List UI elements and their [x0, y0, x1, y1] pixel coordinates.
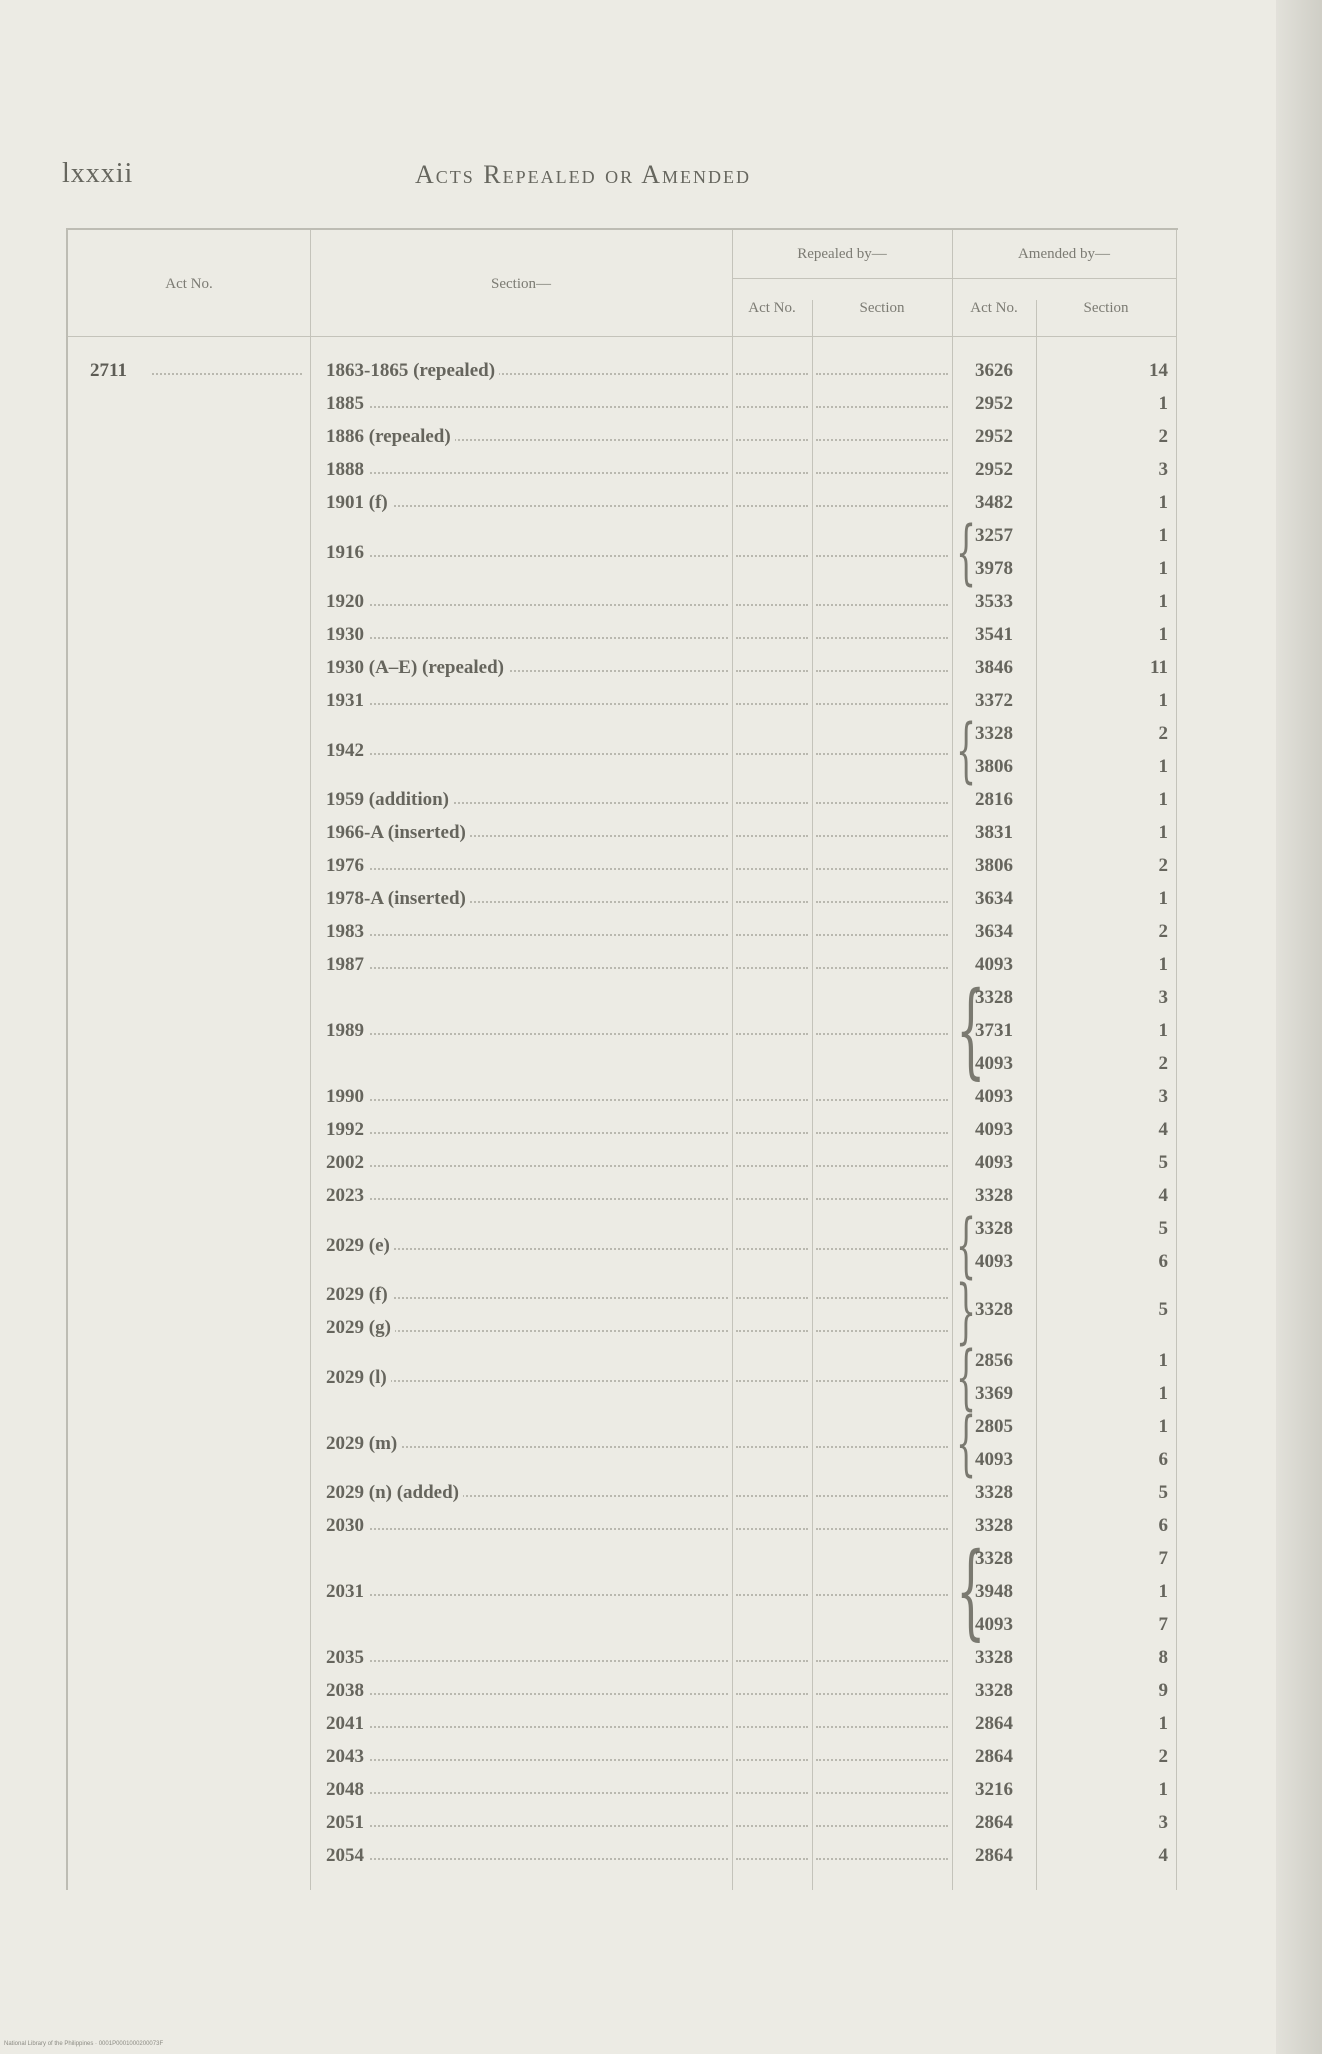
table-row	[68, 970, 1178, 1090]
leader-dots	[816, 439, 948, 441]
table-row	[68, 1531, 1178, 1651]
header-repealed-section: Section	[859, 300, 905, 316]
section-label: 1930	[326, 618, 368, 651]
table-row	[68, 1146, 1178, 1179]
leader-dots	[816, 1495, 948, 1497]
curly-brace: {	[956, 970, 986, 1090]
amending-section-number: 9	[1158, 1680, 1168, 1701]
leader-dots	[816, 1380, 948, 1382]
leader-dots	[736, 835, 808, 837]
leader-dots	[736, 1825, 808, 1827]
curly-brace: {	[956, 1531, 986, 1651]
amending-section-number: 5	[1158, 1299, 1168, 1320]
section-label: 1888	[326, 453, 368, 486]
amending-section-number: 6	[1158, 1449, 1168, 1470]
section-label: 1920	[326, 585, 368, 618]
section-label: 1885	[326, 387, 368, 420]
amending-section-number: 1	[1158, 1581, 1168, 1602]
table-row	[68, 486, 1178, 519]
section-label: 1992	[326, 1113, 368, 1146]
table-row	[68, 420, 1178, 453]
amending-act-number: 3216	[975, 1779, 1013, 1800]
amending-act-number: 3328	[975, 1515, 1013, 1536]
table-row	[68, 783, 1178, 816]
table-row	[68, 709, 1178, 791]
leader-dots	[736, 1099, 808, 1101]
amending-act-number: 3328	[975, 1482, 1013, 1503]
table-row	[68, 585, 1178, 618]
leader-dots	[326, 1759, 728, 1761]
amending-section-number: 3	[1158, 987, 1168, 1008]
leader-dots	[736, 1792, 808, 1794]
leader-dots	[816, 1825, 948, 1827]
leader-dots	[816, 472, 948, 474]
amending-section-number: 1	[1158, 492, 1168, 513]
table-row	[68, 1674, 1178, 1707]
header-act-no: Act No.	[165, 276, 213, 292]
section-label: 1978-A (inserted)	[326, 882, 470, 915]
section-label: 2043	[326, 1740, 368, 1773]
page-edge-shadow	[1276, 0, 1322, 2054]
table-row	[68, 1113, 1178, 1146]
curly-brace: }	[956, 1270, 977, 1352]
table-row	[68, 618, 1178, 651]
leader-dots	[326, 604, 728, 606]
curly-brace: {	[956, 709, 977, 791]
amending-act-number: 3541	[975, 624, 1013, 645]
amending-section-number: 5	[1158, 1218, 1168, 1239]
section-label: 2054	[326, 1839, 368, 1872]
leader-dots	[736, 472, 808, 474]
amending-act-number: 3328	[975, 1647, 1013, 1668]
amending-act-number: 3978	[975, 558, 1013, 579]
leader-dots	[326, 555, 728, 557]
leader-dots	[736, 1198, 808, 1200]
leader-dots	[816, 604, 948, 606]
table-row	[68, 948, 1178, 981]
leader-dots	[326, 1825, 728, 1827]
table-row	[68, 1806, 1178, 1839]
leader-dots	[816, 1132, 948, 1134]
table-row	[68, 1336, 1178, 1418]
amending-section-number: 1	[1158, 789, 1168, 810]
section-label: 2023	[326, 1179, 368, 1212]
amending-section-number: 2	[1158, 1053, 1168, 1074]
leader-dots	[816, 703, 948, 705]
amending-act-number: 3328	[975, 1299, 1013, 1320]
amending-act-number: 3806	[975, 855, 1013, 876]
section-label: 2029 (l)	[326, 1361, 391, 1394]
section-label: 1989	[326, 1014, 368, 1047]
amending-section-number: 1	[1158, 1713, 1168, 1734]
leader-dots	[816, 1099, 948, 1101]
scan-footer-note: National Library of the Philippines · 0001P0001000200073F	[4, 2041, 164, 2047]
leader-dots	[736, 1759, 808, 1761]
leader-dots	[816, 1594, 948, 1596]
leader-dots	[816, 1330, 948, 1332]
leader-dots	[816, 1693, 948, 1695]
amending-act-number: 2864	[975, 1812, 1013, 1833]
amending-section-number: 11	[1150, 657, 1168, 678]
rule-group-header	[732, 278, 1176, 279]
leader-dots	[736, 670, 808, 672]
amending-section-number: 6	[1158, 1251, 1168, 1272]
table-row	[68, 1839, 1178, 1872]
leader-dots	[326, 1660, 728, 1662]
header-repealed-by: Repealed by—	[797, 246, 887, 262]
table-row	[68, 1179, 1178, 1212]
leader-dots	[736, 1330, 808, 1332]
amending-act-number: 3533	[975, 591, 1013, 612]
leader-dots	[736, 1033, 808, 1035]
leader-dots	[326, 1165, 728, 1167]
amending-act-number: 3328	[975, 1548, 1013, 1569]
leader-dots	[816, 670, 948, 672]
leader-dots	[816, 1248, 948, 1250]
leader-dots	[326, 1198, 728, 1200]
header-repealed-act-no: Act No.	[748, 300, 796, 316]
section-label: 1959 (addition)	[326, 783, 453, 816]
amending-act-number: 3257	[975, 525, 1013, 546]
leader-dots	[816, 868, 948, 870]
amending-section-number: 1	[1158, 1350, 1168, 1371]
leader-dots	[736, 637, 808, 639]
section-label: 1916	[326, 536, 368, 569]
leader-dots	[736, 373, 808, 375]
table-row	[68, 1641, 1178, 1674]
amending-section-number: 1	[1158, 690, 1168, 711]
table-row	[68, 1773, 1178, 1806]
amending-act-number: 3328	[975, 987, 1013, 1008]
leader-dots	[326, 637, 728, 639]
table-row	[68, 354, 1178, 387]
amending-act-number: 2805	[975, 1416, 1013, 1437]
table-row	[68, 387, 1178, 420]
header-amended-by: Amended by—	[1017, 246, 1111, 262]
leader-dots	[736, 1446, 808, 1448]
table-row	[68, 1707, 1178, 1740]
table-row	[68, 1509, 1178, 1542]
table-row	[68, 882, 1178, 915]
amending-section-number: 1	[1158, 822, 1168, 843]
section-label: 1966-A (inserted)	[326, 816, 470, 849]
leader-dots	[326, 1726, 728, 1728]
leader-dots	[816, 934, 948, 936]
amending-act-number: 3369	[975, 1383, 1013, 1404]
leader-dots	[736, 1380, 808, 1382]
leader-dots	[736, 1248, 808, 1250]
leader-dots	[326, 472, 728, 474]
leader-dots	[816, 1198, 948, 1200]
leader-dots	[736, 802, 808, 804]
section-label: 2051	[326, 1806, 368, 1839]
amending-act-number: 3328	[975, 1680, 1013, 1701]
leader-dots	[736, 1132, 808, 1134]
amending-act-number: 3328	[975, 1185, 1013, 1206]
curly-brace: {	[956, 511, 977, 593]
section-label: 2029 (e)	[326, 1229, 394, 1262]
curly-brace: {	[956, 1204, 977, 1286]
leader-dots	[736, 1594, 808, 1596]
leader-dots	[816, 1033, 948, 1035]
leader-dots	[816, 753, 948, 755]
section-label: 2030	[326, 1509, 368, 1542]
amending-act-number: 4093	[975, 954, 1013, 975]
amending-act-number: 4093	[975, 1086, 1013, 1107]
table-row	[68, 1080, 1178, 1113]
section-label: 2041	[326, 1707, 368, 1740]
acts-table	[66, 228, 1178, 1890]
section-label: 2048	[326, 1773, 368, 1806]
leader-dots	[816, 901, 948, 903]
amending-section-number: 1	[1158, 591, 1168, 612]
amending-act-number: 3372	[975, 690, 1013, 711]
section-label: 1942	[326, 734, 368, 767]
leader-dots	[326, 1132, 728, 1134]
leader-dots	[736, 1858, 808, 1860]
leader-dots	[736, 967, 808, 969]
leader-dots	[816, 835, 948, 837]
leader-dots	[326, 406, 728, 408]
amending-act-number: 3846	[975, 657, 1013, 678]
section-label: 1901 (f)	[326, 486, 392, 519]
leader-dots	[326, 934, 728, 936]
leader-dots	[736, 406, 808, 408]
table-row	[68, 453, 1178, 486]
amending-section-number: 1	[1158, 1383, 1168, 1404]
leader-dots	[326, 1099, 728, 1101]
leader-dots	[736, 505, 808, 507]
leader-dots	[326, 703, 728, 705]
amending-section-number: 5	[1158, 1482, 1168, 1503]
amending-act-number: 3948	[975, 1581, 1013, 1602]
leader-dots	[736, 1528, 808, 1530]
amending-section-number: 3	[1158, 1812, 1168, 1833]
amending-act-number: 3482	[975, 492, 1013, 513]
leader-dots	[736, 555, 808, 557]
leader-dots	[816, 637, 948, 639]
leader-dots	[736, 868, 808, 870]
leader-dots	[736, 1726, 808, 1728]
amending-section-number: 8	[1158, 1647, 1168, 1668]
amending-section-number: 4	[1158, 1119, 1168, 1140]
leader-dots	[816, 1165, 948, 1167]
section-label: 1931	[326, 684, 368, 717]
leader-dots	[816, 1726, 948, 1728]
section-label: 2035	[326, 1641, 368, 1674]
section-label: 2029 (n) (added)	[326, 1476, 463, 1509]
amending-section-number: 4	[1158, 1185, 1168, 1206]
leader-dots	[816, 555, 948, 557]
amending-section-number: 1	[1158, 393, 1168, 414]
leader-dots	[816, 1528, 948, 1530]
leader-dots	[816, 1858, 948, 1860]
leader-dots	[736, 703, 808, 705]
leader-dots	[326, 1594, 728, 1596]
leader-dots	[326, 1033, 728, 1035]
leader-dots	[816, 406, 948, 408]
leader-dots	[326, 1792, 728, 1794]
table-row	[68, 849, 1178, 882]
section-label: 1886 (repealed)	[326, 420, 455, 453]
amending-act-number: 2864	[975, 1746, 1013, 1767]
table-row	[68, 816, 1178, 849]
table-row	[68, 684, 1178, 717]
header-section: Section—	[491, 276, 551, 292]
amending-section-number: 1	[1158, 954, 1168, 975]
leader-dots	[326, 1528, 728, 1530]
leader-dots	[736, 1693, 808, 1695]
leader-dots	[326, 1693, 728, 1695]
amending-act-number: 4093	[975, 1614, 1013, 1635]
act-number: 2711	[90, 360, 127, 381]
leader-dots	[736, 439, 808, 441]
amending-act-number: 3806	[975, 756, 1013, 777]
amending-act-number: 2952	[975, 459, 1013, 480]
amending-act-number: 3634	[975, 888, 1013, 909]
amending-section-number: 1	[1158, 1416, 1168, 1437]
section-label: 2031	[326, 1575, 368, 1608]
section-label: 1976	[326, 849, 368, 882]
amending-act-number: 3328	[975, 723, 1013, 744]
amending-act-number: 3328	[975, 1218, 1013, 1239]
rule-header-bottom	[68, 336, 1176, 337]
amending-section-number: 7	[1158, 1614, 1168, 1635]
amending-section-number: 4	[1158, 1845, 1168, 1866]
table-row	[68, 1476, 1178, 1509]
amending-section-number: 1	[1158, 558, 1168, 579]
amending-section-number: 2	[1158, 855, 1168, 876]
section-label: 1930 (A–E) (repealed)	[326, 651, 508, 684]
leader-dots	[816, 802, 948, 804]
amending-act-number: 3731	[975, 1020, 1013, 1041]
amending-section-number: 3	[1158, 1086, 1168, 1107]
amending-act-number: 2952	[975, 393, 1013, 414]
amending-act-number: 3626	[975, 360, 1013, 381]
table-row	[68, 1204, 1178, 1286]
amending-act-number: 4093	[975, 1053, 1013, 1074]
section-label: 2029 (m)	[326, 1427, 401, 1460]
section-label: 1990	[326, 1080, 368, 1113]
amending-act-number: 4093	[975, 1152, 1013, 1173]
amending-section-number: 3	[1158, 459, 1168, 480]
amending-section-number: 1	[1158, 888, 1168, 909]
table-row	[68, 651, 1178, 684]
leader-dots	[816, 1792, 948, 1794]
amending-section-number: 1	[1158, 525, 1168, 546]
section-label: 2029 (g)	[326, 1311, 395, 1344]
amending-act-number: 2864	[975, 1845, 1013, 1866]
leader-dots	[736, 753, 808, 755]
header-amended-section: Section	[1083, 300, 1129, 316]
amending-section-number: 2	[1158, 921, 1168, 942]
leader-dots	[736, 934, 808, 936]
table-row	[68, 1270, 1178, 1352]
leader-dots	[326, 1858, 728, 1860]
amending-act-number: 2856	[975, 1350, 1013, 1371]
section-label: 2002	[326, 1146, 368, 1179]
amending-act-number: 4093	[975, 1119, 1013, 1140]
amending-act-number: 2952	[975, 426, 1013, 447]
section-label: 2029 (f)	[326, 1278, 392, 1311]
amending-section-number: 2	[1158, 723, 1168, 744]
amending-act-number: 2816	[975, 789, 1013, 810]
amending-section-number: 1	[1158, 1779, 1168, 1800]
leader-dots	[736, 1660, 808, 1662]
amending-section-number: 1	[1158, 1020, 1168, 1041]
leader-dots	[816, 373, 948, 375]
section-label: 1987	[326, 948, 368, 981]
amending-section-number: 7	[1158, 1548, 1168, 1569]
leader-dots	[326, 753, 728, 755]
amending-section-number: 14	[1149, 360, 1168, 381]
amending-act-number: 3634	[975, 921, 1013, 942]
amending-act-number: 2864	[975, 1713, 1013, 1734]
table-row	[68, 1740, 1178, 1773]
section-label: 1983	[326, 915, 368, 948]
leader-dots	[816, 1660, 948, 1662]
running-title: Acts Repealed or Amended	[415, 160, 751, 189]
table-row	[68, 915, 1178, 948]
leader-dots	[816, 967, 948, 969]
amending-section-number: 2	[1158, 1746, 1168, 1767]
amending-section-number: 6	[1158, 1515, 1168, 1536]
leader-dots	[816, 1446, 948, 1448]
amending-act-number: 4093	[975, 1251, 1013, 1272]
curly-brace: {	[956, 1402, 977, 1484]
leader-dots	[736, 604, 808, 606]
amending-section-number: 2	[1158, 426, 1168, 447]
amending-section-number: 1	[1158, 624, 1168, 645]
header-amended-act-no: Act No.	[970, 300, 1018, 316]
amending-act-number: 4093	[975, 1449, 1013, 1470]
leader-dots	[816, 1759, 948, 1761]
leader-dots	[736, 1495, 808, 1497]
leader-dots	[326, 868, 728, 870]
leader-dots	[736, 901, 808, 903]
table-row	[68, 1402, 1178, 1484]
section-label: 2038	[326, 1674, 368, 1707]
section-label: 1863-1865 (repealed)	[326, 354, 499, 387]
amending-section-number: 5	[1158, 1152, 1168, 1173]
amending-section-number: 1	[1158, 756, 1168, 777]
amending-act-number: 3831	[975, 822, 1013, 843]
leader-dots	[736, 1165, 808, 1167]
curly-brace: {	[956, 1336, 977, 1418]
leader-dots	[736, 1297, 808, 1299]
leader-dots	[816, 1297, 948, 1299]
page-number: lxxxii	[62, 158, 134, 189]
leader-dots	[816, 505, 948, 507]
table-row	[68, 511, 1178, 593]
leader-dots	[326, 967, 728, 969]
